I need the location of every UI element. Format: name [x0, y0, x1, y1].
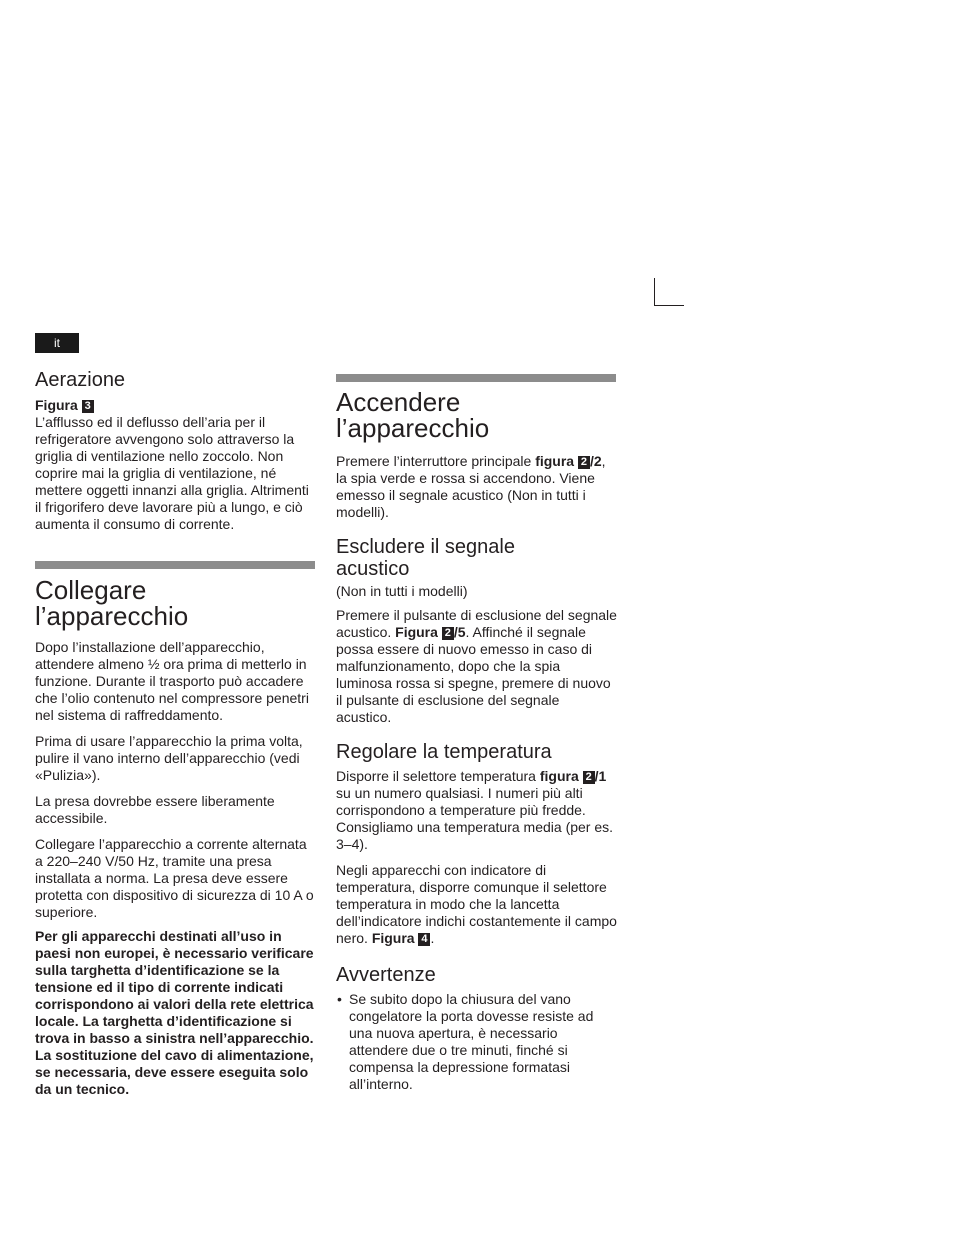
figure-label: figura	[539, 768, 579, 784]
figure-label: Figura	[371, 930, 415, 946]
section-escludere	[336, 536, 618, 726]
avvertenze-list	[336, 991, 618, 1093]
figure-suffix: /5	[453, 624, 466, 640]
accendere-title-line2: l’apparecchio	[336, 413, 490, 443]
figure-suffix: /2	[589, 453, 602, 469]
regolare-p1-a: Disporre il selettore temperatura	[336, 768, 536, 784]
collegare-title-line1: Collegare	[35, 575, 147, 605]
left-column	[35, 368, 315, 1098]
language-tab: it	[35, 333, 79, 353]
figure-ref	[535, 453, 601, 469]
collegare-warning: Per gli apparecchi destinati all’uso in paesi non europei, è necessario verificare sulla targhetta d’identificazione se la tensione ed il tipo di corrente indicati corrispondono ai valori della rete elettrica locale. La targhetta d’identificazione si trova in basso a sinistra nell’apparecchio. La sostituzione del cavo di alimentazione, se necessaria, deve essere eseguita solo da un tecnico.	[35, 928, 314, 1097]
figure-number-badge: 2	[578, 456, 590, 469]
section-aerazione	[35, 368, 315, 533]
escludere-title: Escludere il segnale acustico	[336, 536, 515, 580]
right-column	[336, 374, 618, 1093]
figure-label: Figura	[395, 624, 438, 640]
escludere-text-a: Premere il pulsante di esclusione del segnale acustico.	[336, 607, 617, 640]
figure-number-badge: 3	[82, 400, 94, 413]
section-rule	[35, 561, 315, 569]
accendere-title	[336, 389, 618, 441]
figure-number-badge: 2	[583, 771, 595, 784]
collegare-title-line2: l’apparecchio	[35, 601, 189, 631]
escludere-text	[336, 607, 618, 726]
aerazione-title: Aerazione	[35, 369, 126, 391]
accendere-text	[336, 453, 618, 521]
accendere-title-line1: Accendere	[336, 387, 461, 417]
accendere-text-a: Premere l’interruttore principale	[336, 453, 532, 469]
section-collegare	[35, 577, 315, 1098]
escludere-note: (Non in tutti i modelli)	[336, 583, 468, 599]
regolare-p1	[336, 768, 618, 853]
regolare-title: Regolare la temperatura	[336, 741, 552, 763]
figure-number-badge: 4	[418, 933, 430, 946]
figure-number-badge: 2	[442, 627, 454, 640]
collegare-title	[35, 577, 315, 629]
figure-ref	[395, 624, 465, 640]
list-item: • Se subito dopo la chiusura del vano congelatore la porta dovesse resiste ad una nuova apertura, è necessario attendere due o tre minuti, finché si compensa la depressione formatasi all’interno.	[336, 991, 618, 1093]
aerazione-figure-ref	[35, 397, 315, 414]
avvertenze-title: Avvertenze	[336, 964, 436, 986]
collegare-p4: Collegare l’apparecchio a corrente alternata a 220–240 V/50 Hz, tramite una presa installata a norma. La presa deve essere protetta con dispositivo di sicurezza di 10 A o superiore.	[35, 836, 314, 920]
escludere-text-b: . Affinché il segnale possa essere di nuovo emesso in caso di malfunzionamento, dopo che la spia luminosa rossa si spegne, premere di nuovo il pulsante di esclusione del segnale acustico.	[336, 624, 611, 725]
accendere-text-b: , la spia verde e rossa si accendono. Viene emesso il segnale acustico (Non in tutti i modelli).	[336, 453, 606, 520]
regolare-p2-a: Negli apparecchi con indicatore di temperatura, disporre comunque il selettore temperatura in modo che la lancetta dell’indicatore indichi costantemente il campo nero.	[336, 862, 617, 946]
crop-mark-horizontal	[654, 305, 684, 306]
figure-label: Figura	[35, 397, 78, 413]
section-regolare	[336, 741, 618, 947]
collegare-p1: Dopo l’installazione dell’apparecchio, attendere almeno ½ ora prima di metterlo in funzione. Durante il trasporto può accadere che l’olio contenuto nel compressore penetri nel sistema di raffreddamento.	[35, 639, 309, 723]
crop-mark-vertical	[654, 278, 655, 306]
regolare-p2	[336, 862, 618, 947]
collegare-p3: La presa dovrebbe essere liberamente accessibile.	[35, 793, 275, 826]
aerazione-text: L’afflusso ed il deflusso dell’aria per il refrigeratore avvengono solo attraverso la griglia di ventilazione nello zoccolo. Non coprire mai la griglia di ventilazione, né mettere oggetti innanzi alla griglia. Altrimenti il frigorifero deve lavorare più a lungo, e ciò aumenta il consumo di corrente.	[35, 414, 309, 532]
collegare-p2: Prima di usare l’apparecchio la prima volta, pulire il vano interno dell’apparecchio (vedi «Pulizia»).	[35, 733, 303, 783]
figure-label: figura	[535, 453, 575, 469]
regolare-p2-b: .	[430, 930, 435, 946]
section-avvertenze	[336, 964, 618, 1093]
regolare-p1-b: su un numero qualsiasi. I numeri più alti corrispondono a temperature più fredde. Consigliamo una temperatura media (per es. 3–4).	[336, 785, 614, 852]
section-accendere	[336, 389, 618, 521]
figure-ref	[372, 930, 431, 946]
figure-ref	[540, 768, 606, 784]
figure-suffix: /1	[594, 768, 607, 784]
section-rule	[336, 374, 616, 382]
